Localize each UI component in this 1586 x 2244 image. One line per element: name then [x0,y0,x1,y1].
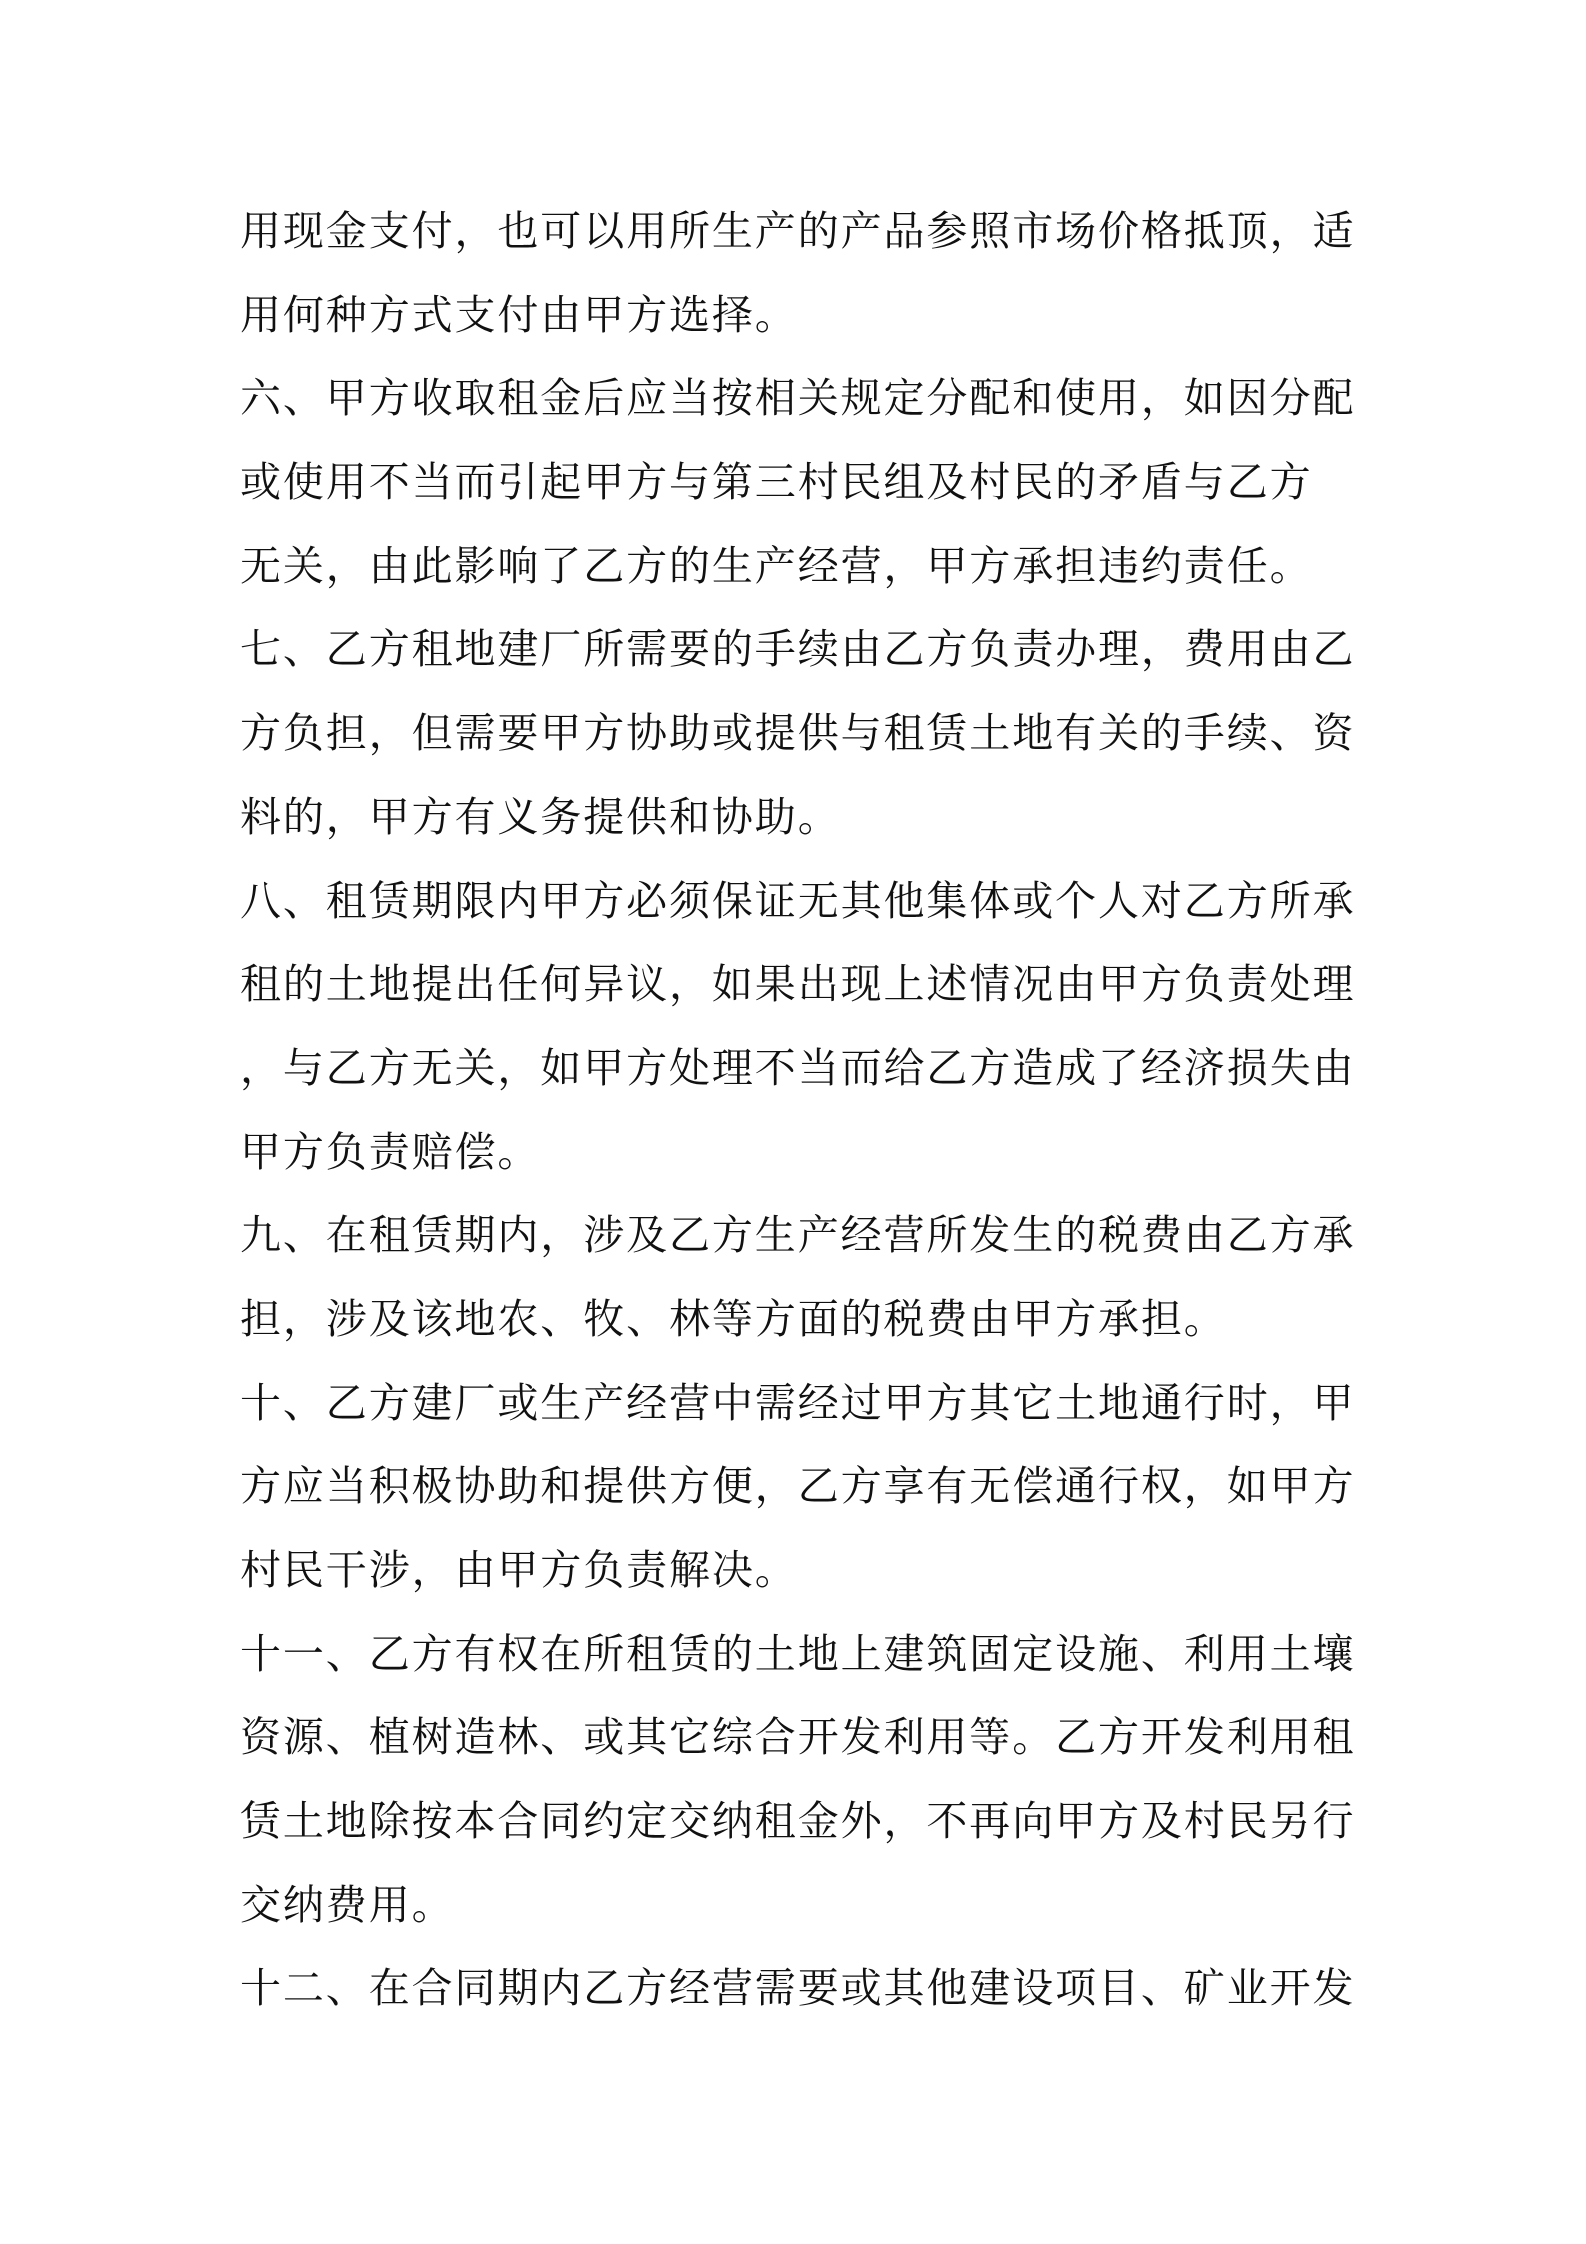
text-line: 担，涉及该地农、牧、林等方面的税费由甲方承担。 [240,1294,1227,1343]
clause-6-line: 六、甲方收取租金后应当按相关规定分配和使用，如因分配 [240,374,1356,423]
clause-10-line: 十、乙方建厂或生产经营中需经过甲方其它土地通行时，甲 [240,1378,1356,1427]
clause-12-line: 十二、在合同期内乙方经营需要或其他建设项目、矿业开发 [240,1964,1356,2013]
text-line: 甲方负责赔偿。 [240,1127,541,1176]
clause-7-line: 七、乙方租地建厂所需要的手续由乙方负责办理，费用由乙 [240,625,1356,674]
text-line: 赁土地除按本合同约定交纳租金外，不再向甲方及村民另行 [240,1797,1356,1846]
text-line: 用现金支付，也可以用所生产的产品参照市场价格抵顶，适 [240,207,1356,255]
text-line: ，与乙方无关，如甲方处理不当而给乙方造成了经济损失由 [240,1043,1356,1092]
text-line: 村民干涉，由甲方负责解决。 [240,1546,798,1594]
clause-8-line: 八、租赁期限内甲方必须保证无其他集体或个人对乙方所承 [240,876,1356,925]
clause-9-line: 九、在租赁期内，涉及乙方生产经营所发生的税费由乙方承 [240,1211,1356,1260]
text-line: 交纳费用。 [240,1880,455,1929]
text-line: 资源、植树造林、或其它综合开发利用等。乙方开发利用租 [240,1713,1356,1762]
clause-11-line: 十一、乙方有权在所租赁的土地上建筑固定设施、利用土壤 [240,1629,1356,1678]
text-line: 租的土地提出任何异议，如果出现上述情况由甲方负责处理 [240,960,1356,1009]
document-body [240,190,1356,2031]
text-line: 或使用不当而引起甲方与第三村民组及村民的矛盾与乙方 [240,458,1313,507]
text-line: 无关，由此影响了乙方的生产经营，甲方承担违约责任。 [240,541,1313,590]
text-line: 方应当积极协助和提供方便，乙方享有无偿通行权，如甲方 [240,1462,1356,1511]
text-line: 方负担，但需要甲方协助或提供与租赁土地有关的手续、资 [240,709,1356,758]
text-line: 料的，甲方有义务提供和协助。 [240,792,841,841]
text-line: 用何种方式支付由甲方选择。 [240,290,798,339]
